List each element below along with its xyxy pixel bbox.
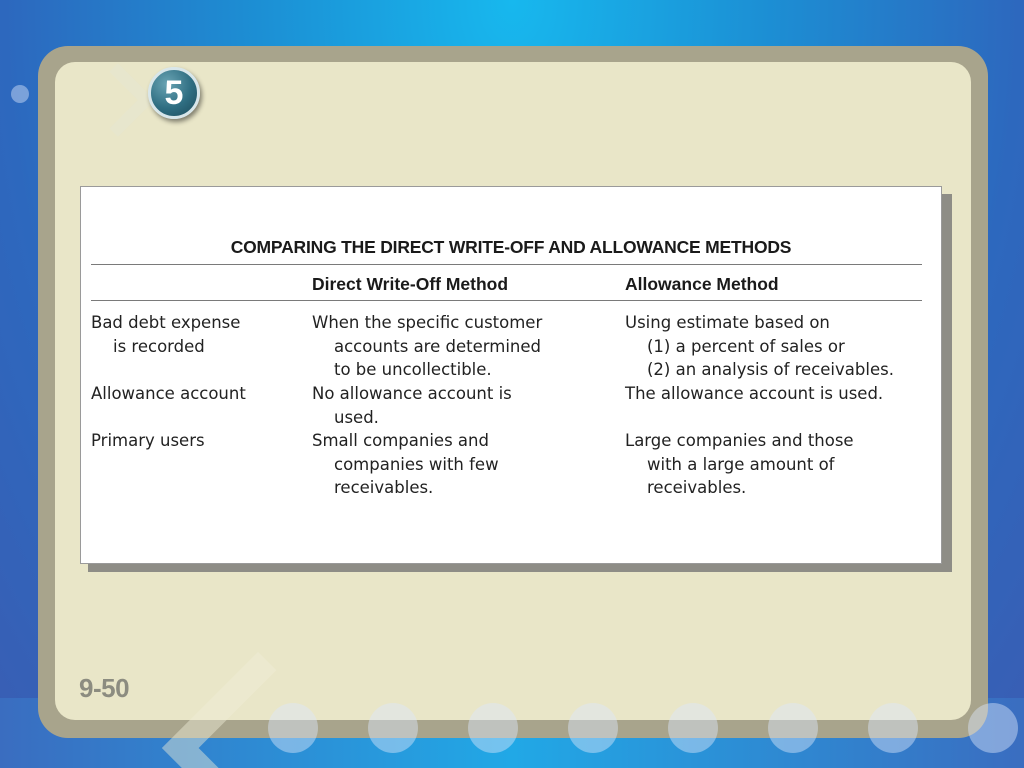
decorative-circle xyxy=(868,703,918,753)
decorative-circle xyxy=(768,703,818,753)
row-label-allowance-account: Allowance account xyxy=(91,384,246,403)
cell-direct-bad-debt: When the specific customer accounts are determined to be uncollectible. xyxy=(312,313,543,379)
column-header-direct: Direct Write-Off Method xyxy=(312,274,509,294)
cell-direct-allowance-account: No allowance account is used. xyxy=(312,384,512,427)
cell-allowance-bad-debt: Using estimate based on (1) a percent of sales or (2) an analysis of receivables. xyxy=(625,313,894,379)
decorative-circle xyxy=(468,703,518,753)
decorative-circle xyxy=(368,703,418,753)
cell-allowance-primary-users: Large companies and those with a large amount of receivables. xyxy=(625,431,854,497)
comparison-table xyxy=(80,186,942,564)
decorative-circle xyxy=(268,703,318,753)
table-rule-header xyxy=(91,300,922,301)
slide-number-badge: 5 xyxy=(148,67,200,119)
column-header-allowance: Allowance Method xyxy=(625,274,779,294)
decorative-circle xyxy=(568,703,618,753)
decorative-dot xyxy=(11,85,29,103)
page-number: 9-50 xyxy=(79,673,130,703)
row-label-primary-users: Primary users xyxy=(91,431,205,450)
table-title: COMPARING THE DIRECT WRITE-OFF AND ALLOWANCE METHODS xyxy=(230,237,792,257)
decorative-circle xyxy=(668,703,718,753)
cell-direct-primary-users: Small companies and companies with few receivables. xyxy=(312,431,499,497)
table-rule-top xyxy=(91,264,922,265)
row-label-bad-debt: Bad debt expense is recorded xyxy=(91,313,241,356)
decorative-circle xyxy=(968,703,1018,753)
cell-allowance-allowance-account: The allowance account is used. xyxy=(625,384,884,403)
